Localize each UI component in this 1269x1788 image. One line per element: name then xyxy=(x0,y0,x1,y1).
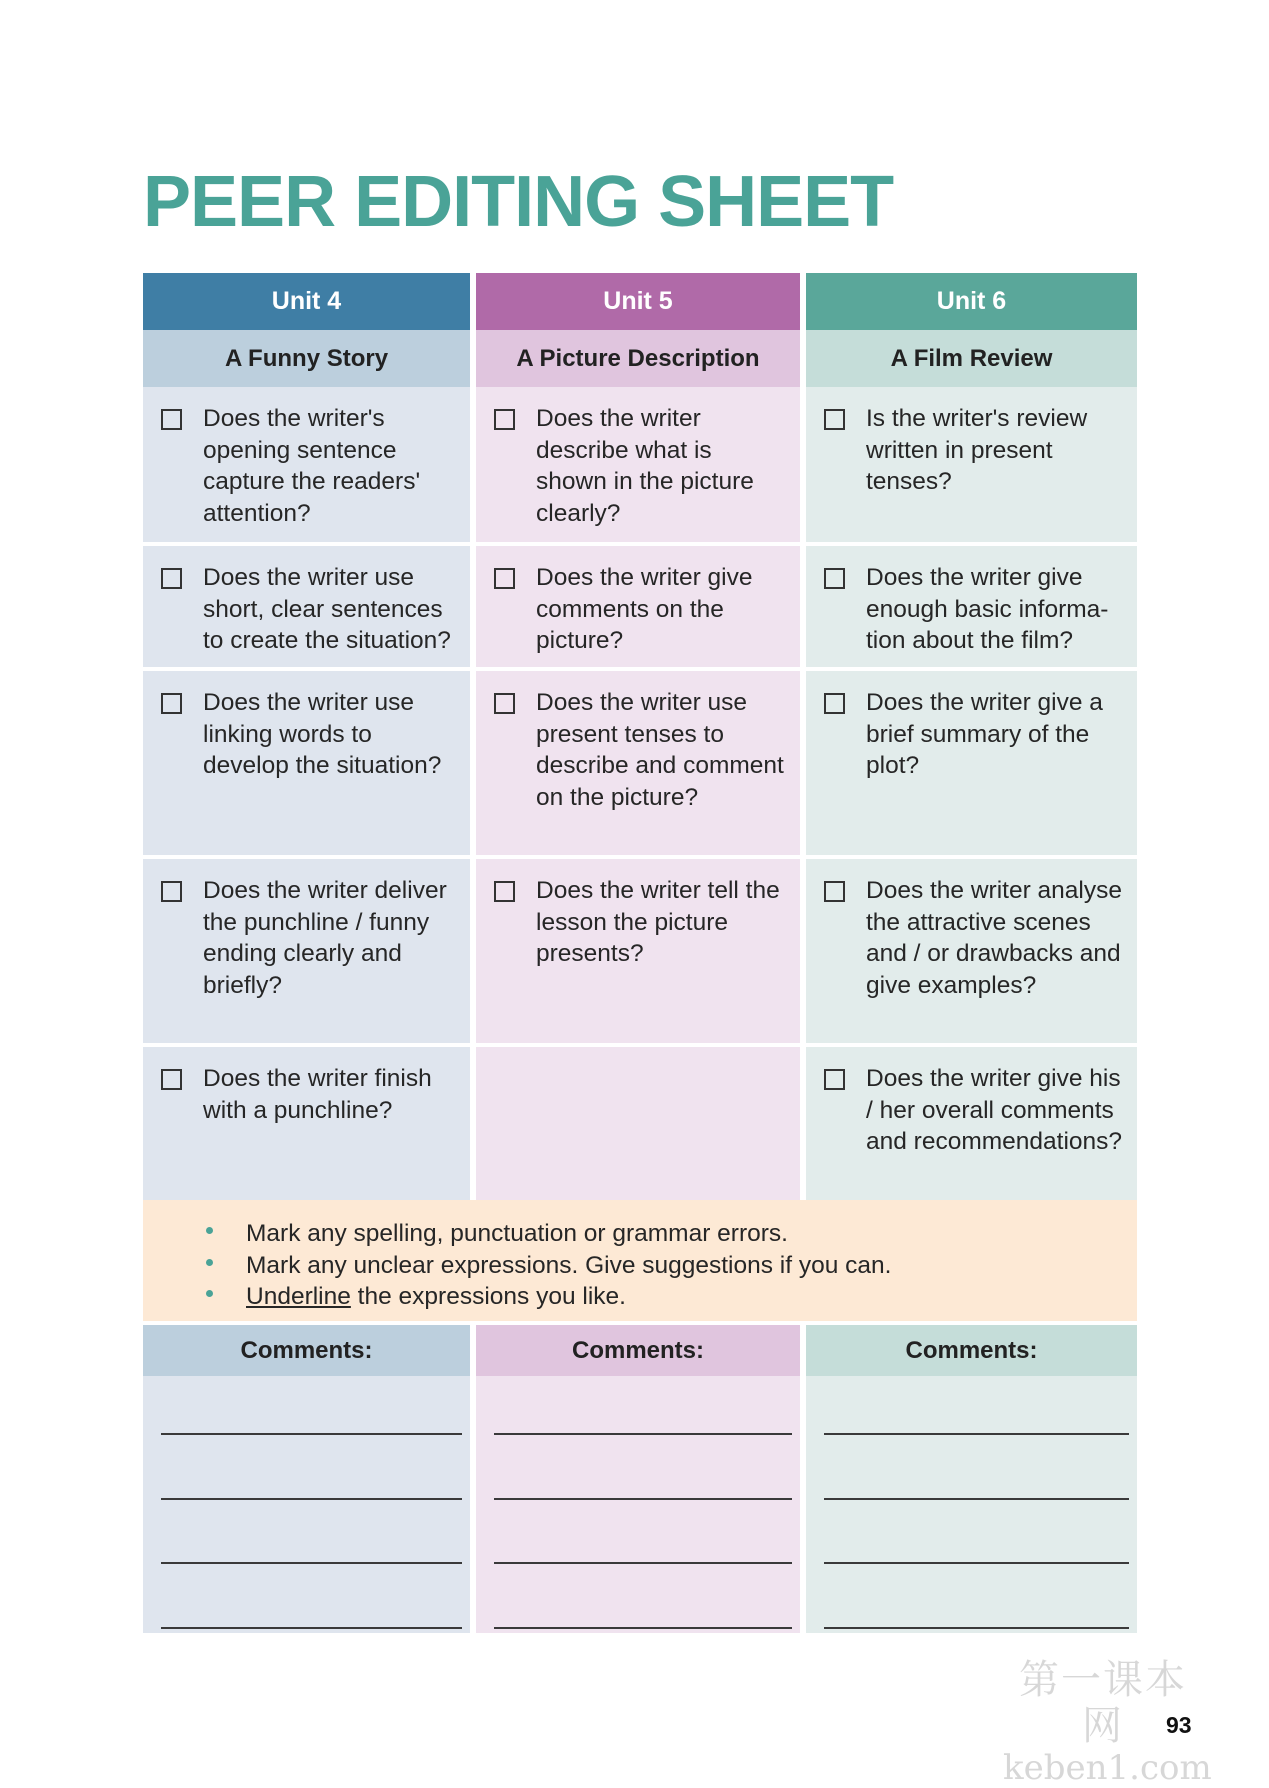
watermark-line-1: 第一课本网 xyxy=(1019,1657,1187,1749)
checklist-item xyxy=(143,671,470,855)
tip-text: Mark any unclear expressions. Give suggestions if you can. xyxy=(246,1251,892,1279)
writing-line xyxy=(494,1562,792,1564)
checkbox[interactable] xyxy=(161,693,182,714)
tip-text: Mark any spelling, punctuation or grammar errors. xyxy=(246,1220,788,1247)
checkbox[interactable] xyxy=(494,693,515,714)
checklist-question: Does the writer's opening sentence capture the readers' attention? xyxy=(203,405,421,527)
writing-line xyxy=(494,1498,792,1500)
tip-text: the expressions you like. xyxy=(350,1283,626,1310)
writing-line xyxy=(161,1498,462,1500)
checkbox[interactable] xyxy=(161,568,182,589)
checklist-question: Does the writer use short, clear sentences to create the situation? xyxy=(203,564,451,654)
checklist-item xyxy=(476,671,800,855)
checklist-item xyxy=(806,859,1137,1043)
checklist-item xyxy=(143,1047,470,1200)
checklist-item xyxy=(476,546,800,667)
checklist-question: Is the writer's review written in present tenses? xyxy=(866,405,1088,495)
checkbox[interactable] xyxy=(824,881,845,902)
checklist-item xyxy=(143,387,470,542)
checkbox[interactable] xyxy=(161,409,182,430)
checklist-item xyxy=(476,859,800,1043)
comments-area-unit-5[interactable] xyxy=(476,1376,800,1633)
checkbox[interactable] xyxy=(824,409,845,430)
writing-line xyxy=(824,1562,1129,1564)
comments-area-unit-4[interactable] xyxy=(143,1376,470,1633)
bullet-icon xyxy=(206,1290,213,1297)
checklist-question: Does the writer use linking words to develop the situation? xyxy=(203,689,442,779)
unit-4-header: Unit 4 xyxy=(143,273,470,330)
writing-line xyxy=(824,1498,1129,1500)
genre-film-review: A Film Review xyxy=(806,330,1137,387)
tip-item xyxy=(246,1281,1137,1313)
checklist-item xyxy=(476,387,800,542)
writing-line xyxy=(161,1433,462,1435)
checklist-item-empty xyxy=(476,1047,800,1200)
watermark-line-2: keben1.com xyxy=(1003,1748,1212,1788)
checklist-question: Does the writer give his / her overall comments and recommendations? xyxy=(866,1065,1123,1155)
checklist-question: Does the writer finish with a punchline? xyxy=(203,1065,432,1124)
comments-label-unit-5: Comments: xyxy=(476,1325,800,1376)
checklist-question: Does the writer use present tenses to describe and comment on the picture? xyxy=(536,689,784,811)
checklist-row-4 xyxy=(143,859,1137,1043)
tip-item xyxy=(246,1218,1137,1250)
checklist-question: Does the writer tell the lesson the picture presents? xyxy=(536,877,780,967)
checklist-item xyxy=(143,546,470,667)
genre-funny-story: A Funny Story xyxy=(143,330,470,387)
checklist-row-3 xyxy=(143,671,1137,855)
comments-writing-row xyxy=(143,1376,1137,1633)
comments-label-unit-6: Comments: xyxy=(806,1325,1137,1376)
checklist-item xyxy=(806,546,1137,667)
checkbox[interactable] xyxy=(824,693,845,714)
checklist-question: Does the writer describe what is shown in the picture clearly? xyxy=(536,405,754,527)
checklist-question: Does the writer give a brief summary of the plot? xyxy=(866,689,1103,779)
checkbox[interactable] xyxy=(494,568,515,589)
tip-underlined-word: Underline xyxy=(246,1283,351,1310)
checkbox[interactable] xyxy=(161,1069,182,1090)
unit-header-row xyxy=(143,273,1137,330)
checkbox[interactable] xyxy=(824,1069,845,1090)
general-tips-box xyxy=(143,1200,1137,1321)
comments-area-unit-6[interactable] xyxy=(806,1376,1137,1633)
checklist-question: Does the writer analyse the attractive scenes and / or drawbacks and give examples? xyxy=(866,877,1123,999)
checklist-item xyxy=(806,387,1137,542)
writing-line xyxy=(824,1627,1129,1629)
writing-line xyxy=(494,1433,792,1435)
checklist-row-5 xyxy=(143,1047,1137,1200)
writing-line xyxy=(824,1433,1129,1435)
checkbox[interactable] xyxy=(824,568,845,589)
checkbox[interactable] xyxy=(161,881,182,902)
comments-header-row xyxy=(143,1325,1137,1376)
checklist-row-1 xyxy=(143,387,1137,542)
checklist-question: Does the writer give enough basic informa-tion about the film? xyxy=(866,564,1109,654)
peer-editing-table xyxy=(143,273,1137,1633)
checklist-item xyxy=(806,671,1137,855)
writing-line xyxy=(161,1562,462,1564)
checkbox[interactable] xyxy=(494,881,515,902)
comments-label-unit-4: Comments: xyxy=(143,1325,470,1376)
checklist-question: Does the writer give comments on the picture? xyxy=(536,564,753,654)
page-number: 93 xyxy=(1166,1712,1192,1738)
checklist-question: Does the writer deliver the punchline / funny ending clearly and briefly? xyxy=(203,877,447,999)
writing-line xyxy=(494,1627,792,1629)
checklist-item xyxy=(806,1047,1137,1200)
genre-picture-description: A Picture Description xyxy=(476,330,800,387)
page-title: PEER EDITING SHEET xyxy=(143,162,894,242)
checkbox[interactable] xyxy=(494,409,515,430)
tip-item xyxy=(246,1250,1137,1282)
checklist-item xyxy=(143,859,470,1043)
checklist-row-2 xyxy=(143,546,1137,667)
bullet-icon xyxy=(206,1227,213,1234)
bullet-icon xyxy=(206,1259,213,1266)
writing-line xyxy=(161,1627,462,1629)
unit-5-header: Unit 5 xyxy=(476,273,800,330)
unit-6-header: Unit 6 xyxy=(806,273,1137,330)
genre-header-row xyxy=(143,330,1137,387)
